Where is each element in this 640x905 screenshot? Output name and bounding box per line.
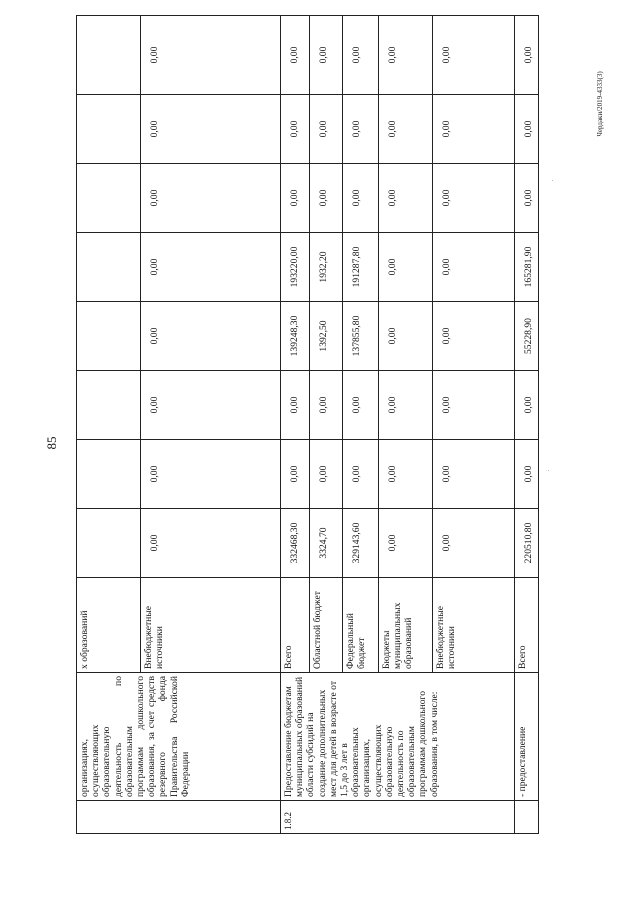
budget-table-wrapper <box>76 16 536 834</box>
value-cell: 0,00 <box>433 164 515 233</box>
table-row <box>281 16 310 834</box>
value-cell: 55228,90 <box>515 302 539 371</box>
value-cell: 0,00 <box>141 164 281 233</box>
value-cell: 1392,50 <box>310 302 343 371</box>
table-row <box>77 16 141 834</box>
value-cell: 0,00 <box>433 371 515 440</box>
row-number-cell: 1.8.2 <box>281 801 515 834</box>
value-cell: 0,00 <box>433 233 515 302</box>
value-cell: 191287,80 <box>343 233 379 302</box>
value-cell: 0,00 <box>343 16 379 95</box>
value-cell: 0,00 <box>379 233 433 302</box>
scan-speck <box>552 180 553 181</box>
value-cell: 0,00 <box>379 302 433 371</box>
value-cell: 329143,60 <box>343 509 379 578</box>
value-cell: 0,00 <box>343 371 379 440</box>
value-cell: 0,00 <box>281 371 310 440</box>
value-cell <box>77 95 141 164</box>
value-cell: 0,00 <box>141 95 281 164</box>
source-cell: Областной бюджет <box>310 578 343 673</box>
value-cell: 137855,80 <box>343 302 379 371</box>
value-cell: 0,00 <box>141 233 281 302</box>
value-cell: 0,00 <box>433 302 515 371</box>
budget-table-rotated <box>76 16 536 834</box>
value-cell: 0,00 <box>310 164 343 233</box>
value-cell: 0,00 <box>141 302 281 371</box>
value-cell: 0,00 <box>433 509 515 578</box>
value-cell: 0,00 <box>281 16 310 95</box>
description-cell: Предоставление бюджетам муниципальных образований области субсидий на создание дополнительных мест для детей в возрасте от 1,5 до 3 лет в образовательных организациях, осуществляющих образовательную деятельность по образовательным программам дошкольного образования, в том числе: <box>281 673 515 801</box>
value-cell: 0,00 <box>515 440 539 509</box>
value-cell: 0,00 <box>141 440 281 509</box>
value-cell: 0,00 <box>379 440 433 509</box>
value-cell: 0,00 <box>515 371 539 440</box>
value-cell: 332468,30 <box>281 509 310 578</box>
budget-table <box>76 15 539 834</box>
value-cell <box>77 233 141 302</box>
row-number-cell <box>515 801 539 834</box>
value-cell: 220510,80 <box>515 509 539 578</box>
value-cell: 0,00 <box>343 95 379 164</box>
scan-speck <box>548 470 549 471</box>
value-cell: 0,00 <box>379 509 433 578</box>
footer-code <box>590 0 610 905</box>
value-cell: 0,00 <box>141 509 281 578</box>
source-cell: Внебюджетные источники <box>141 578 281 673</box>
value-cell: 0,00 <box>281 440 310 509</box>
value-cell: 0,00 <box>433 440 515 509</box>
value-cell: 0,00 <box>310 95 343 164</box>
value-cell: 0,00 <box>433 95 515 164</box>
value-cell: 0,00 <box>310 371 343 440</box>
value-cell: 0,00 <box>281 95 310 164</box>
value-cell: 3324,70 <box>310 509 343 578</box>
value-cell: 0,00 <box>141 16 281 95</box>
value-cell: 0,00 <box>343 164 379 233</box>
page-number: 85 <box>44 436 59 450</box>
value-cell <box>77 302 141 371</box>
value-cell: 0,00 <box>515 95 539 164</box>
footer-code-text: Чердаки/2019-4333(3) <box>596 71 604 137</box>
value-cell <box>77 509 141 578</box>
source-cell: х образований <box>77 578 141 673</box>
source-cell: Бюджеты муниципальных образований <box>379 578 433 673</box>
value-cell: 1932,20 <box>310 233 343 302</box>
table-row <box>515 16 539 834</box>
value-cell: 0,00 <box>310 16 343 95</box>
value-cell: 0,00 <box>433 16 515 95</box>
value-cell <box>77 371 141 440</box>
value-cell: 0,00 <box>379 371 433 440</box>
value-cell: 0,00 <box>379 164 433 233</box>
value-cell: 0,00 <box>379 95 433 164</box>
row-number-cell <box>77 801 281 834</box>
value-cell: 0,00 <box>515 16 539 95</box>
value-cell: 193220,00 <box>281 233 310 302</box>
value-cell: 165281,90 <box>515 233 539 302</box>
value-cell: 0,00 <box>281 164 310 233</box>
value-cell <box>77 16 141 95</box>
source-cell: Всего <box>515 578 539 673</box>
value-cell <box>77 164 141 233</box>
value-cell: 0,00 <box>141 371 281 440</box>
value-cell: 0,00 <box>310 440 343 509</box>
description-cell: организациях, осуществляющих образовательную деятельность по образовательным программам дошкольного образования, за счет средств резервного фонда Правительства Российской Федерации <box>77 673 281 801</box>
value-cell: 0,00 <box>515 164 539 233</box>
value-cell <box>77 440 141 509</box>
value-cell: 139248,30 <box>281 302 310 371</box>
description-cell: - предоставление <box>515 673 539 801</box>
value-cell: 0,00 <box>379 16 433 95</box>
source-cell: Всего <box>281 578 310 673</box>
source-cell: Внебюджетные источники <box>433 578 515 673</box>
value-cell: 0,00 <box>343 440 379 509</box>
source-cell: Федеральный бюджет <box>343 578 379 673</box>
